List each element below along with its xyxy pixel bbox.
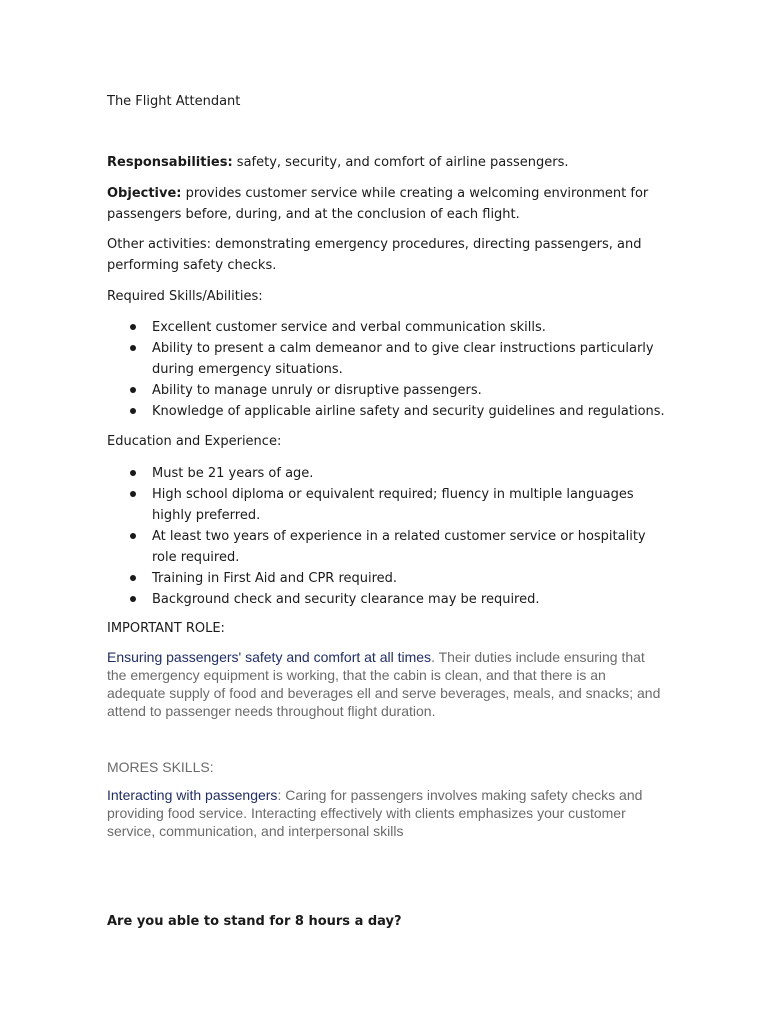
bullet-icon xyxy=(130,324,136,330)
document-title: The Flight Attendant xyxy=(107,94,241,109)
list-item-text: At least two years of experience in a related customer service or hospitality role required. xyxy=(152,529,646,565)
objective-paragraph xyxy=(107,183,667,225)
important-role-lead: Ensuring passengers' safety and comfort at all times xyxy=(107,649,432,665)
list-item-text: Background check and security clearance may be required. xyxy=(152,592,540,607)
required-skills-list xyxy=(107,317,667,422)
list-item xyxy=(107,589,667,610)
mores-skills-lead: Interacting with passengers xyxy=(107,787,278,803)
responsibilities-text: safety, security, and comfort of airline passengers. xyxy=(232,155,569,170)
bullet-icon xyxy=(130,596,136,602)
list-item-text: Training in First Aid and CPR required. xyxy=(152,571,398,586)
list-item xyxy=(107,568,667,589)
bullet-icon xyxy=(130,575,136,581)
important-role-text: . Their duties include ensuring that the emergency equipment is working, that the cabin is clean, and that there is an adequate supply of food and beverages ell and serve beverages, meals, and snacks; and attend to passenger needs throughout flight duration. xyxy=(107,649,661,719)
list-item-text: Knowledge of applicable airline safety and security guidelines and regulations. xyxy=(152,404,665,419)
list-item-text: Must be 21 years of age. xyxy=(152,466,314,481)
bullet-icon xyxy=(130,470,136,476)
required-skills-heading: Required Skills/Abilities: xyxy=(107,289,263,304)
closing-question: Are you able to stand for 8 hours a day? xyxy=(107,914,402,929)
responsibilities-paragraph xyxy=(107,152,667,173)
other-activities-paragraph: Other activities: demonstrating emergency procedures, directing passengers, and performing safety checks. xyxy=(107,237,642,273)
list-item xyxy=(107,463,667,484)
important-role-heading: IMPORTANT ROLE: xyxy=(107,621,225,636)
important-role-paragraph xyxy=(107,648,667,720)
bullet-icon xyxy=(130,533,136,539)
list-item-text: Ability to manage unruly or disruptive passengers. xyxy=(152,383,482,398)
bullet-icon xyxy=(130,387,136,393)
mores-skills-text: : Caring for passengers involves making safety checks and providing food service. Interacting effectively with clients emphasizes your customer service, communication, and interpersonal skills xyxy=(107,787,643,839)
bullet-icon xyxy=(130,345,136,351)
list-item-text: Excellent customer service and verbal communication skills. xyxy=(152,320,546,335)
list-item-text: Ability to present a calm demeanor and to give clear instructions particularly during emergency situations. xyxy=(152,341,654,377)
objective-text: provides customer service while creating a welcoming environment for passengers before, during, and at the conclusion of each flight. xyxy=(107,186,649,222)
objective-label: Objective: xyxy=(107,186,182,201)
list-item-text: High school diploma or equivalent required; fluency in multiple languages highly preferred. xyxy=(152,487,634,523)
list-item xyxy=(107,526,667,568)
mores-skills-paragraph xyxy=(107,786,647,840)
responsibilities-label: Responsabilities: xyxy=(107,155,233,170)
bullet-icon xyxy=(130,491,136,497)
education-heading: Education and Experience: xyxy=(107,434,282,449)
education-list xyxy=(107,463,667,610)
list-item xyxy=(107,338,667,380)
list-item xyxy=(107,380,667,401)
mores-skills-heading: MORES SKILLS: xyxy=(107,759,214,775)
list-item xyxy=(107,317,667,338)
list-item xyxy=(107,401,667,422)
list-item xyxy=(107,484,667,526)
bullet-icon xyxy=(130,408,136,414)
